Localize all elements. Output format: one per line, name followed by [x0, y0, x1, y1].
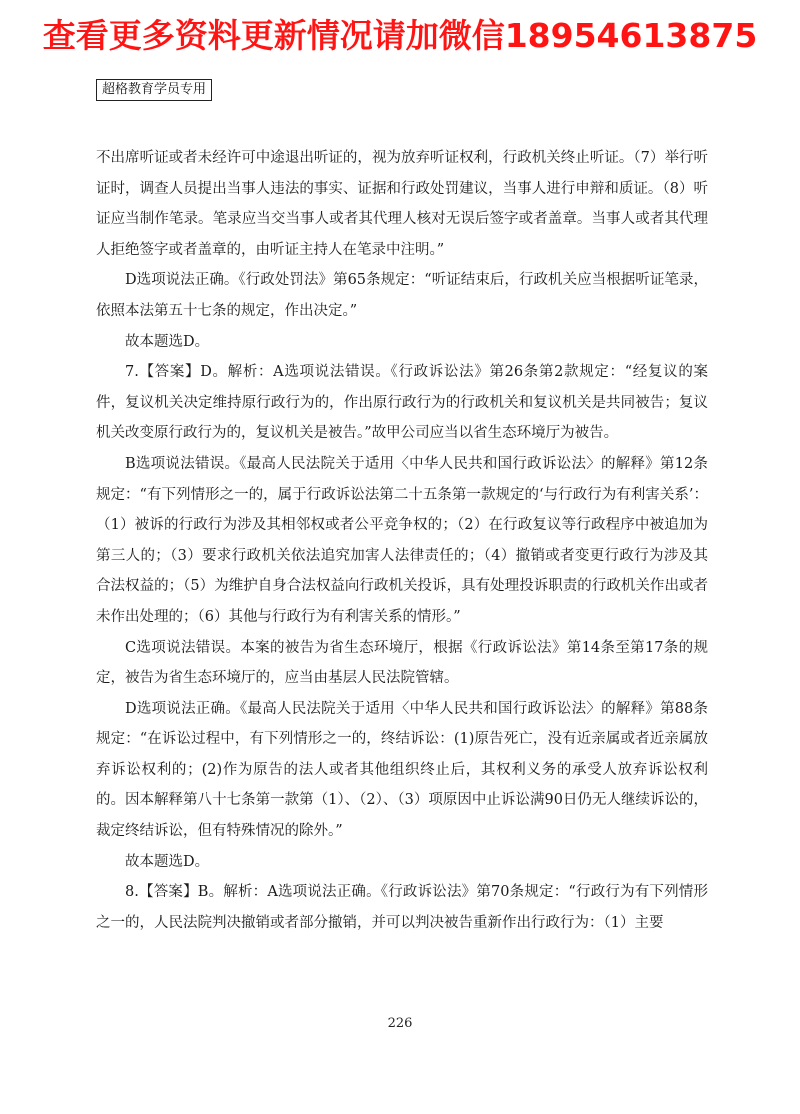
- page-number: 226: [387, 1016, 413, 1031]
- paragraph-4: 7.【答案】D。解析：A选项说法错误。《行政诉讼法》第26条第2款规定：“经复议的案件，复议机关决定维持原行政行为的，作出原行政行为的行政机关和复议机关是共同被告；复议机关改变原行政行为的，复议机关是被告。”故甲公司应当以省生态环境厅为被告。: [96, 364, 708, 442]
- paragraph-2: D选项说法正确。《行政处罚法》第65条规定：“听证结束后，行政机关应当根据听证笔录，依照本法第五十七条的规定，作出决定。”: [96, 272, 708, 319]
- paragraph-9: 8.【答案】B。解析：A选项说法正确。《行政诉讼法》第70条规定：“行政行为有下列情形之一的，人民法院判决撤销或者部分撤销，并可以判决被告重新作出行政行为：（1）主要: [96, 884, 708, 931]
- header-tag: 超格教育学员专用: [96, 79, 212, 101]
- paragraph-7: D选项说法正确。《最高人民法院关于适用〈中华人民共和国行政诉讼法〉的解释》第88条规定：“在诉讼过程中，有下列情形之一的，终结诉讼：(1)原告死亡，没有近亲属或者近亲属放弃诉讼权利的；(2)作为原告的法人或者其他组织终止后，其权利义务的承受人放弃诉讼权利的。因本解释第八十七条第一款第（1）、（2）、（3）项原因中止诉讼满90日仍无人继续诉讼的，裁定终结诉讼，但有特殊情况的除外。”: [96, 700, 708, 840]
- paragraph-3: 故本题选D。: [125, 333, 210, 350]
- paragraph-6: C选项说法错误。本案的被告为省生态环境厅，根据《行政诉讼法》第14条至第17条的规定，被告为省生态环境厅的，应当由基层人民法院管辖。: [96, 639, 708, 687]
- paragraph-1: 不出席听证或者未经许可中途退出听证的，视为放弃听证权利，行政机关终止听证。（7）举行听证时，调查人员提出当事人违法的事实、证据和行政处罚建议，当事人进行申辩和质证。（8）听证应当制作笔录。笔录应当交当事人或者其代理人核对无误后签字或者盖章。当事人或者其代理人拒绝签字或者盖章的，由听证主持人在笔录中注明。”: [96, 150, 708, 258]
- watermark-banner: 查看更多资料更新情况请加微信18954613875: [42, 16, 758, 55]
- document-body: [96, 143, 708, 938]
- paragraph-8: 故本题选D。: [125, 853, 210, 870]
- paragraph-5: B选项说法错误。《最高人民法院关于适用〈中华人民共和国行政诉讼法〉的解释》第12条规定：“有下列情形之一的，属于行政诉讼法第二十五条第一款规定的‘与行政行为有利害关系’：（1）被诉的行政行为涉及其相邻权或者公平竞争权的；（2）在行政复议等行政程序中被追加为第三人的；（3）要求行政机关依法追究加害人法律责任的；（4）撤销或者变更行政行为涉及其合法权益的；（5）为维护自身合法权益向行政机关投诉，具有处理投诉职责的行政机关作出或者未作出处理的；（6）其他与行政行为有利害关系的情形。”: [96, 455, 708, 625]
